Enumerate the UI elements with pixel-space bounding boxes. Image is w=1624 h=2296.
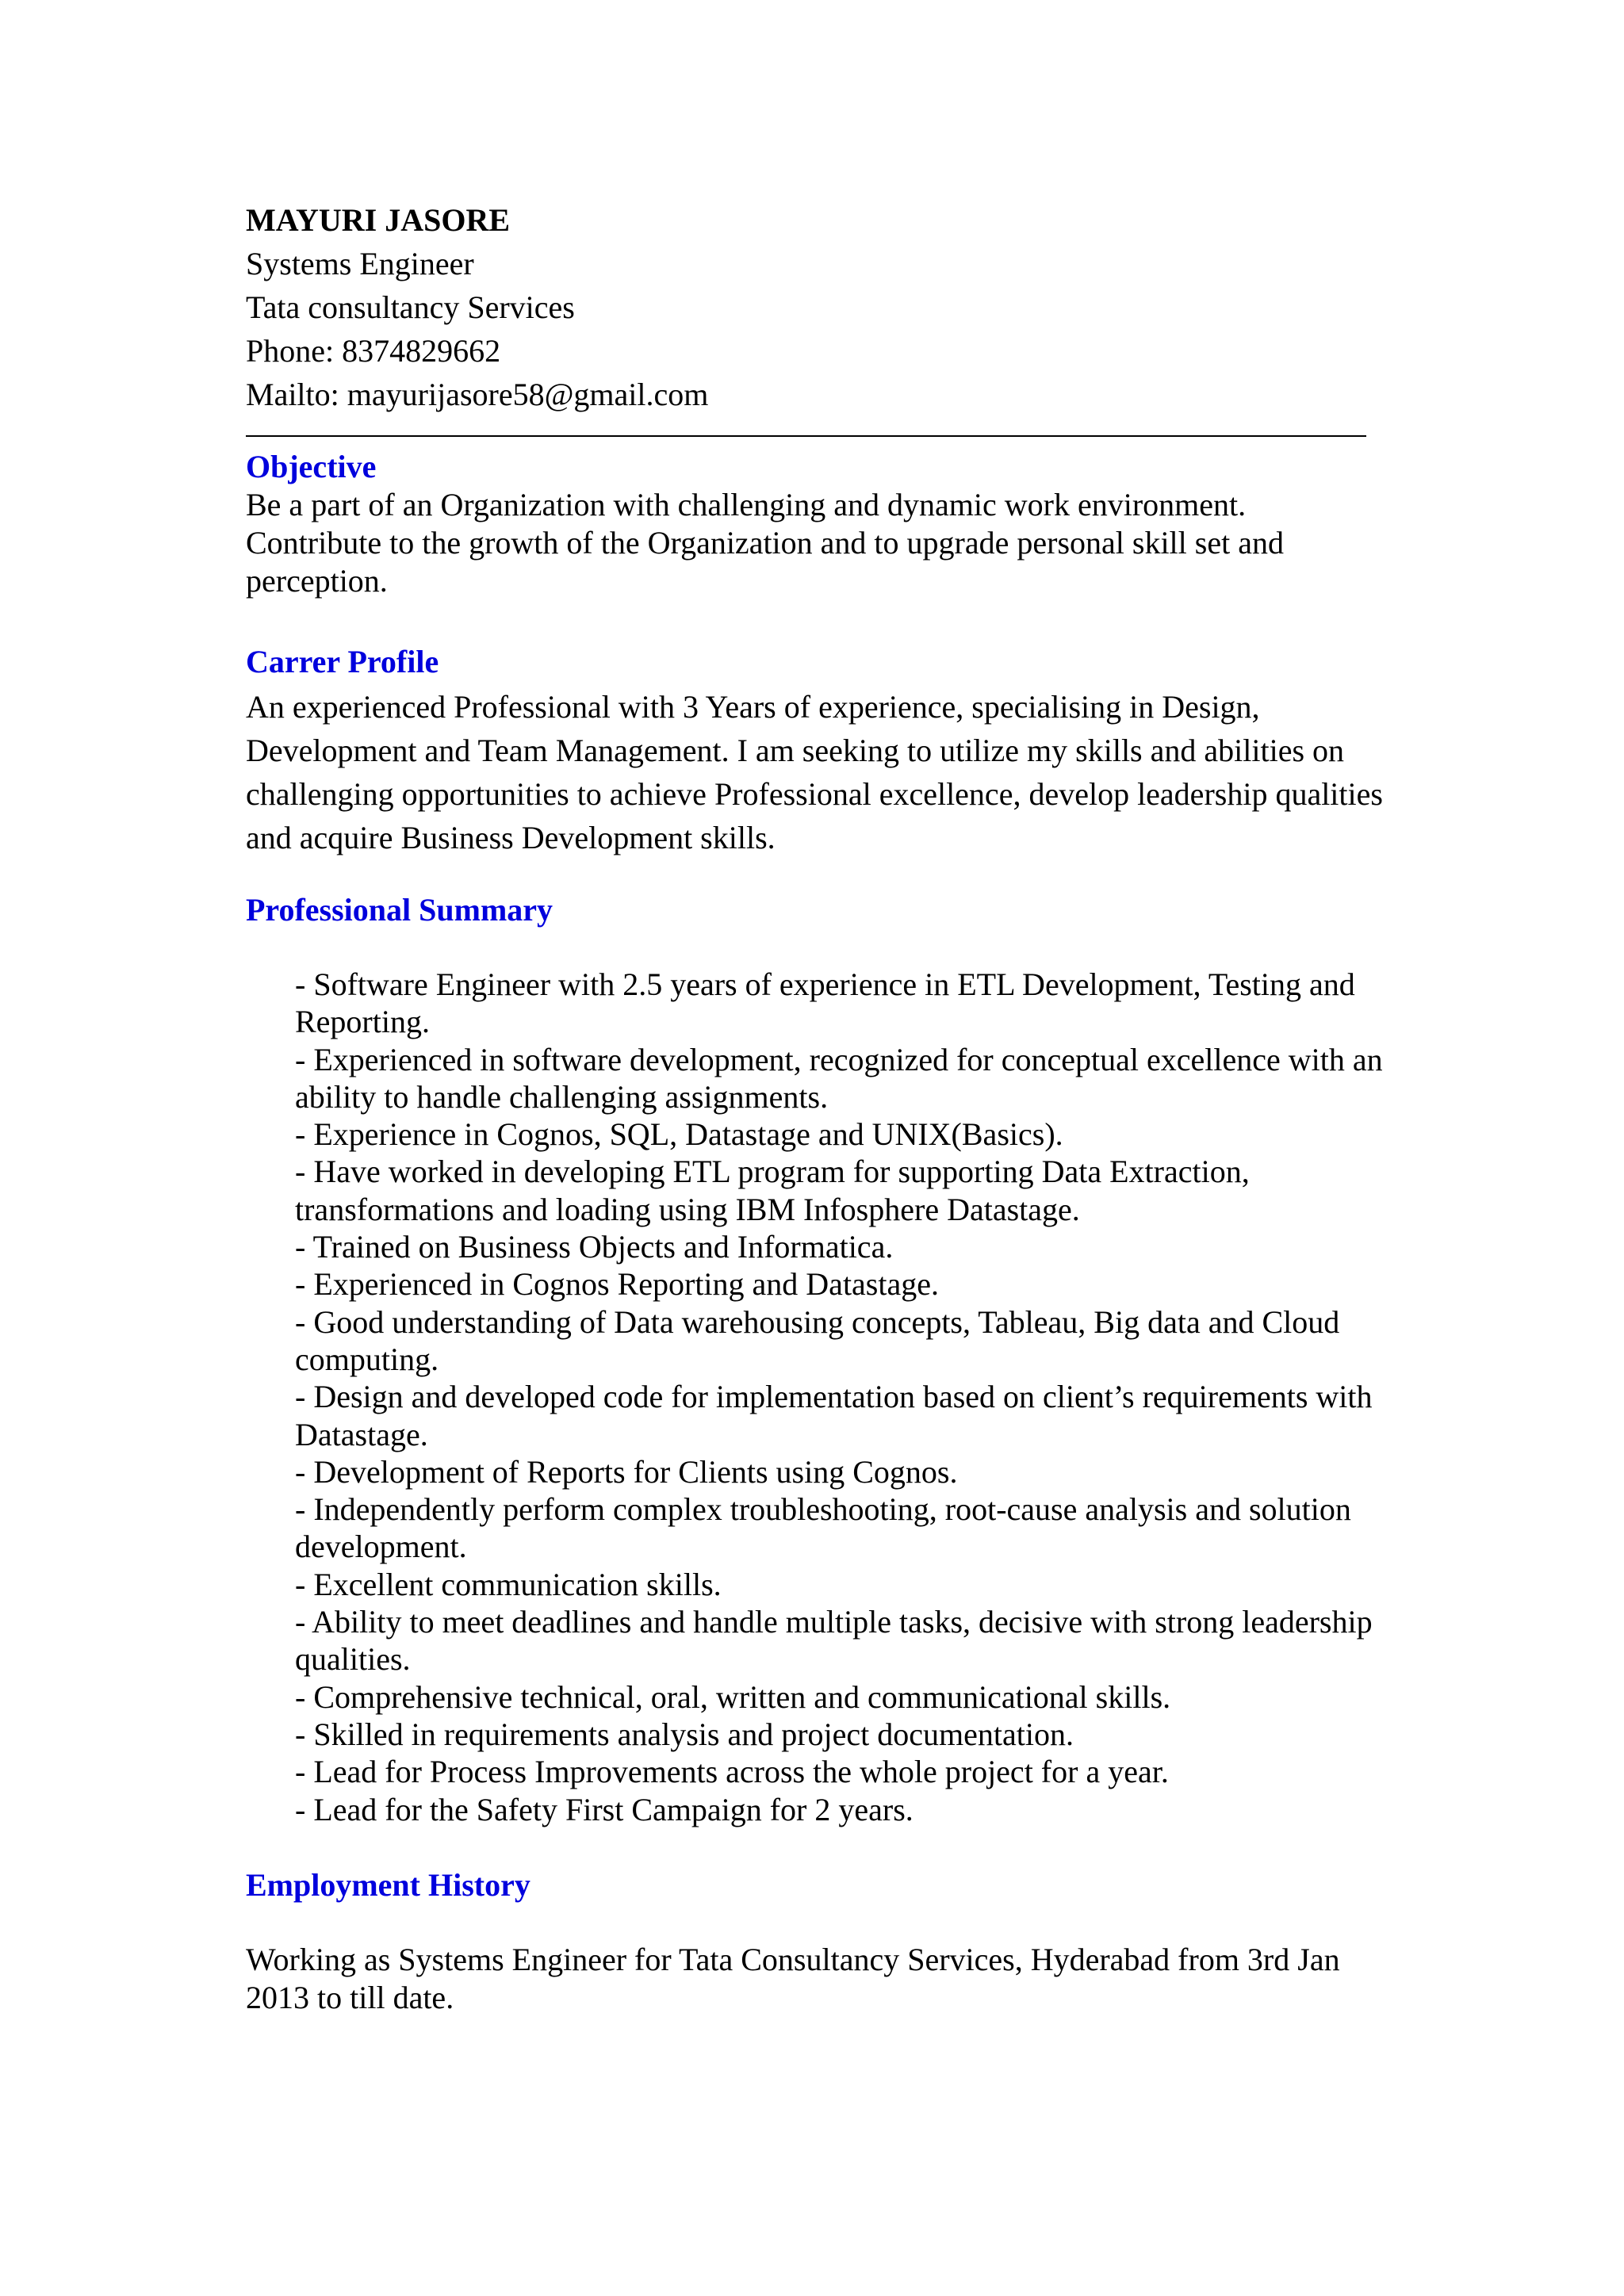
professional-summary-section (246, 891, 1388, 1828)
employment-history-heading: Employment History (246, 1866, 530, 1903)
phone-number: Phone: 8374829662 (246, 333, 501, 369)
list-item: - Comprehensive technical, oral, written and communicational skills. (295, 1678, 1171, 1715)
career-profile-text: An experienced Professional with 3 Years of experience, specialising in Design, Development and Team Management. I am seeking to utilize my skills and abilities on challenging opportunities to achieve Professional excellence, develop leadership qualities and acquire Business Development skills. (246, 689, 1383, 855)
career-profile-heading: Carrer Profile (246, 644, 439, 679)
list-item: - Experienced in Cognos Reporting and Datastage. (295, 1266, 939, 1303)
list-item: - Trained on Business Objects and Informatica. (295, 1229, 894, 1265)
list-item: - Design and developed code for implementation based on client’s requirements with Datastage. (295, 1379, 1373, 1452)
objective-text: Be a part of an Organization with challenging and dynamic work environment. Contribute to the growth of the Organization and to upgrade personal skill set and perception. (246, 487, 1284, 599)
resume-page (246, 198, 1388, 2017)
career-profile-section (246, 643, 1388, 859)
list-item: - Experienced in software development, recognized for conceptual excellence with an ability to handle challenging assignments. (295, 1041, 1383, 1115)
list-item: - Independently perform complex troubleshooting, root-cause analysis and solution development. (295, 1491, 1351, 1565)
company-name: Tata consultancy Services (246, 289, 575, 325)
employment-history-text: Working as Systems Engineer for Tata Consultancy Services, Hyderabad from 3rd Jan 2013 to till date. (246, 1941, 1340, 2015)
list-item: - Have worked in developing ETL program for supporting Data Extraction, transformations and loading using IBM Infosphere Datastage. (295, 1154, 1250, 1227)
job-title: Systems Engineer (246, 246, 474, 281)
header-divider (246, 435, 1366, 437)
list-item: - Development of Reports for Clients using Cognos. (295, 1453, 958, 1490)
candidate-name: MAYURI JASORE (246, 202, 511, 238)
contact-header (246, 198, 1388, 416)
employment-history-section (246, 1866, 1388, 2017)
list-item: - Software Engineer with 2.5 years of experience in ETL Development, Testing and Reporting. (295, 966, 1355, 1040)
list-item: - Lead for Process Improvements across the whole project for a year. (295, 1754, 1169, 1790)
list-item: - Excellent communication skills. (295, 1566, 722, 1602)
email-address: Mailto: mayurijasore58@gmail.com (246, 377, 709, 412)
list-item: - Skilled in requirements analysis and project documentation. (295, 1716, 1074, 1752)
list-item: - Ability to meet deadlines and handle multiple tasks, decisive with strong leadership qualities. (295, 1604, 1373, 1678)
professional-summary-heading: Professional Summary (246, 892, 553, 928)
objective-section (246, 448, 1388, 600)
list-item: - Good understanding of Data warehousing concepts, Tableau, Big data and Cloud computing. (295, 1303, 1340, 1377)
professional-summary-list (246, 966, 1388, 1828)
list-item: - Experience in Cognos, SQL, Datastage and UNIX(Basics). (295, 1116, 1063, 1153)
list-item: - Lead for the Safety First Campaign for 2 years. (295, 1791, 914, 1827)
objective-heading: Objective (246, 449, 377, 484)
